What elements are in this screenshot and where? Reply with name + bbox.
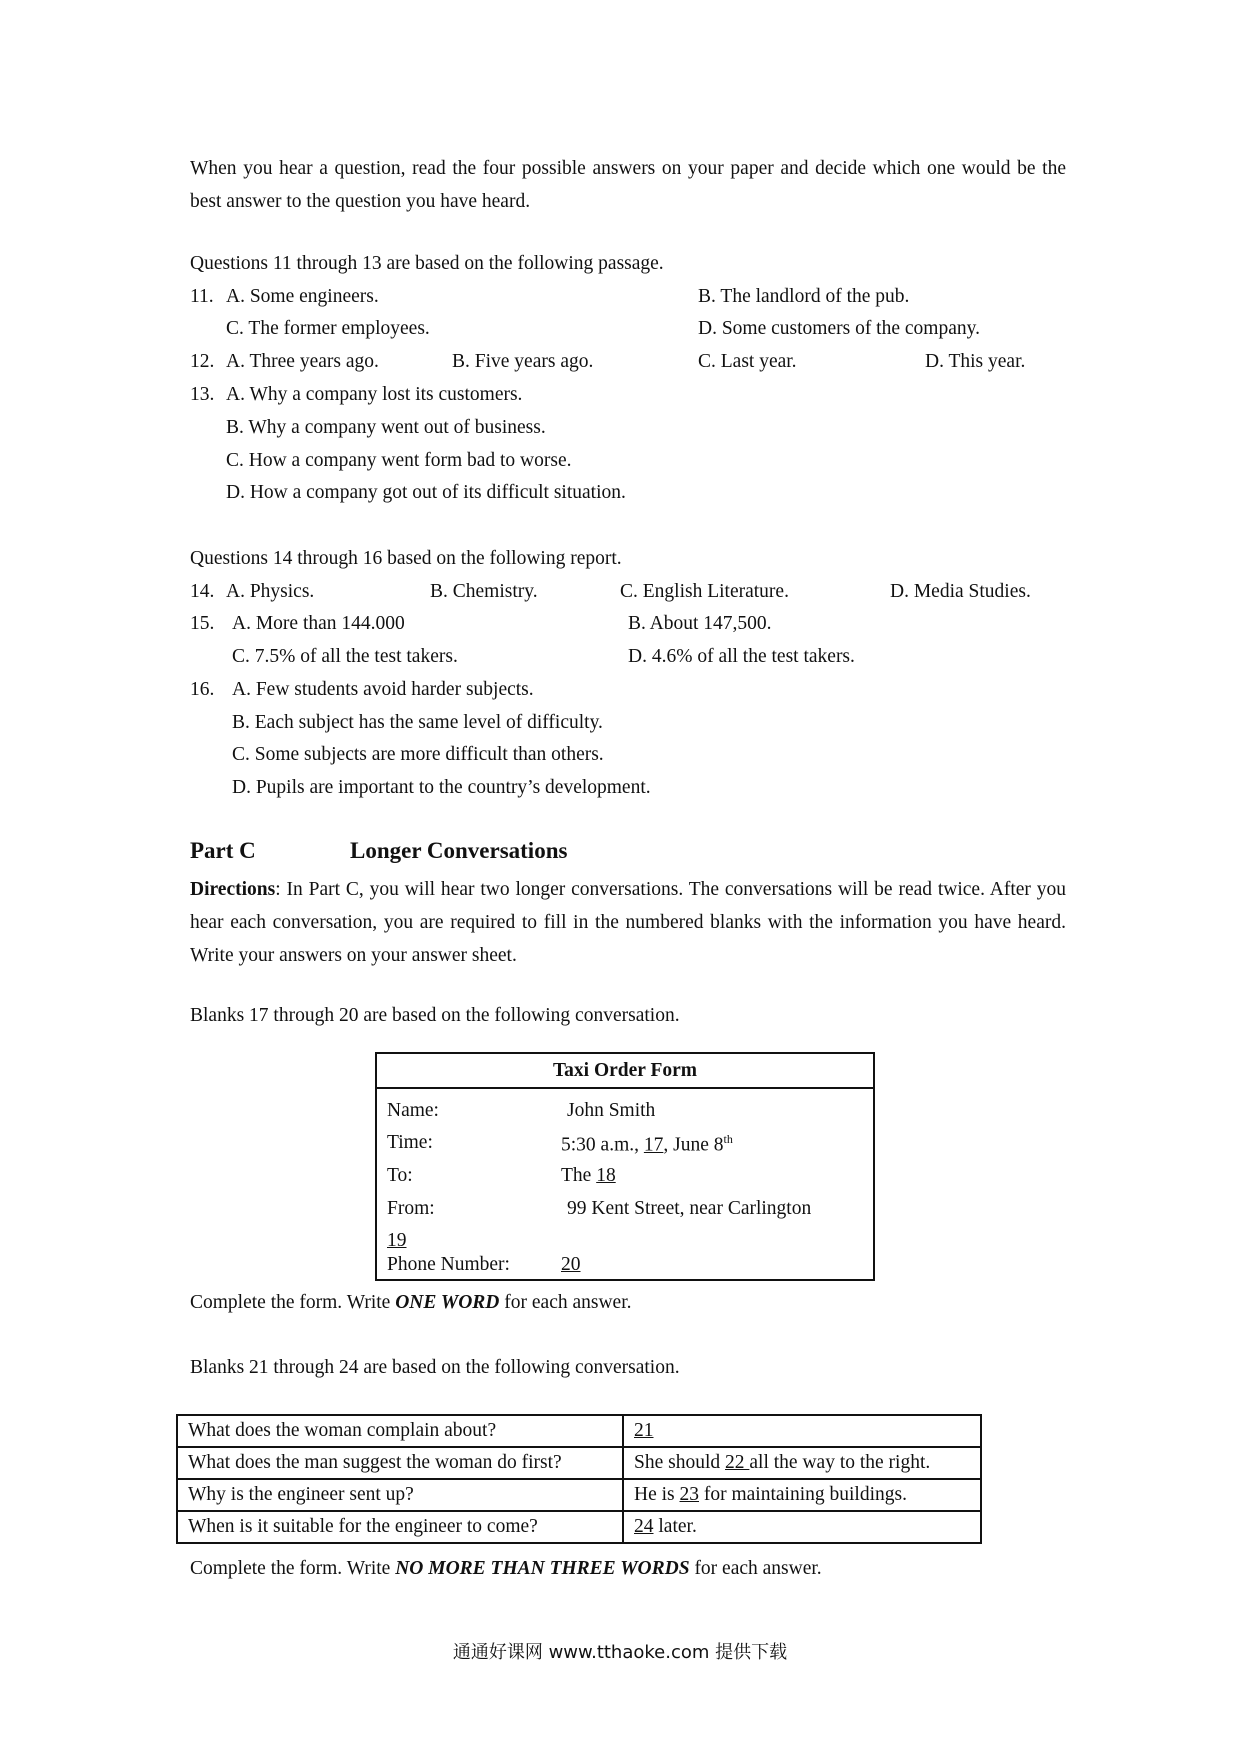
note1-emphasis: ONE WORD <box>395 1292 500 1313</box>
directions-text: : In Part C, you will hear two longer conversations. The conversations will be read twice. After you hear each conversation, you are required to fill in the numbered blanks with the information you have heard. Write your answers on your answer sheet. <box>190 879 1066 966</box>
question-cell: What does the man suggest the woman do first? <box>177 1447 623 1479</box>
q12-option-a: A. Three years ago. <box>226 351 379 372</box>
note2-post: for each answer. <box>689 1558 822 1579</box>
section-heading-14-16: Questions 14 through 16 based on the following report. <box>190 548 622 569</box>
taxi-name-label: Name: <box>387 1100 439 1121</box>
q16-number: 16. <box>190 679 215 700</box>
part-c-title: Longer Conversations <box>350 838 568 863</box>
q11-option-c: C. The former employees. <box>226 318 430 339</box>
q12-option-c: C. Last year. <box>698 351 797 372</box>
taxi-time-label: Time: <box>387 1132 433 1153</box>
table-row <box>177 1511 981 1543</box>
question-cell: Why is the engineer sent up? <box>177 1479 623 1511</box>
q16-option-b: B. Each subject has the same level of difficulty. <box>232 712 603 733</box>
answer-post: all the way to the right. <box>749 1452 931 1473</box>
taxi-phone-label: Phone Number: <box>387 1254 510 1275</box>
table-row <box>177 1479 981 1511</box>
blank-18: 18 <box>596 1165 616 1186</box>
note2-emphasis: NO MORE THAN THREE WORDS <box>395 1558 690 1579</box>
form-note-1 <box>190 1292 632 1314</box>
answer-post: later. <box>653 1516 697 1537</box>
taxi-to-label: To: <box>387 1165 413 1186</box>
note1-post: for each answer. <box>499 1292 632 1313</box>
q11-option-a: A. Some engineers. <box>226 286 379 307</box>
q13-option-c: C. How a company went form bad to worse. <box>226 450 572 471</box>
taxi-time-post: , June 8 <box>663 1134 724 1156</box>
blank-22: 22 <box>725 1452 750 1473</box>
part-c-label: Part C <box>190 838 256 863</box>
note2-pre: Complete the form. Write <box>190 1558 396 1579</box>
blank-24: 24 <box>634 1516 654 1537</box>
q14-option-d: D. Media Studies. <box>890 581 1031 602</box>
answer-cell <box>623 1511 981 1543</box>
answer-cell <box>623 1415 981 1447</box>
q13-option-d: D. How a company got out of its difficult situation. <box>226 482 626 503</box>
taxi-to-value <box>561 1165 616 1187</box>
part-c-directions <box>190 873 1066 972</box>
blank-19: 19 <box>387 1230 407 1251</box>
note1-pre: Complete the form. Write <box>190 1292 396 1313</box>
question-cell: What does the woman complain about? <box>177 1415 623 1447</box>
q11-option-d: D. Some customers of the company. <box>698 318 980 339</box>
q12-option-d: D. This year. <box>925 351 1026 372</box>
answer-pre: He is <box>634 1484 680 1505</box>
form-note-2 <box>190 1558 822 1580</box>
page-footer: 通通好课网 www.tthaoke.com 提供下载 <box>452 1642 788 1663</box>
taxi-name-value: John Smith <box>567 1100 656 1121</box>
q13-number: 13. <box>190 384 215 405</box>
answer-cell <box>623 1479 981 1511</box>
part-c-heading <box>190 838 568 864</box>
answer-pre: She should <box>634 1452 726 1473</box>
taxi-to-pre: The <box>561 1165 597 1186</box>
q11-option-b: B. The landlord of the pub. <box>698 286 910 307</box>
q15-option-c: C. 7.5% of all the test takers. <box>232 646 458 667</box>
table-row <box>177 1447 981 1479</box>
blank-20: 20 <box>561 1254 581 1275</box>
q16-option-c: C. Some subjects are more difficult than others. <box>232 744 604 765</box>
q16-option-d: D. Pupils are important to the country’s development. <box>232 777 651 798</box>
section-heading-11-13: Questions 11 through 13 are based on the following passage. <box>190 253 664 274</box>
blank-23: 23 <box>679 1484 699 1505</box>
taxi-time-pre: 5:30 a.m., <box>561 1134 644 1156</box>
q14-number: 14. <box>190 581 215 602</box>
q15-option-b: B. About 147,500. <box>628 613 772 634</box>
answer-post: for maintaining buildings. <box>699 1484 907 1505</box>
q14-option-c: C. English Literature. <box>620 581 789 602</box>
blank-17: 17 <box>643 1134 664 1156</box>
q15-number: 15. <box>190 613 215 634</box>
q14-option-b: B. Chemistry. <box>430 581 538 602</box>
qa-table <box>176 1414 982 1544</box>
blanks-21-24-heading: Blanks 21 through 24 are based on the following conversation. <box>190 1357 680 1378</box>
q16-option-a: A. Few students avoid harder subjects. <box>232 679 534 700</box>
blank-21: 21 <box>634 1420 654 1441</box>
taxi-order-form <box>375 1052 875 1281</box>
taxi-time-sup: th <box>723 1132 733 1146</box>
taxi-from-label: From: <box>387 1198 435 1219</box>
taxi-form-title: Taxi Order Form <box>377 1054 873 1089</box>
answer-cell <box>623 1447 981 1479</box>
table-row <box>177 1415 981 1447</box>
q13-option-a: A. Why a company lost its customers. <box>226 384 523 405</box>
q11-number: 11. <box>190 286 214 307</box>
taxi-time-value <box>561 1132 733 1157</box>
q13-option-b: B. Why a company went out of business. <box>226 417 546 438</box>
intro-paragraph: When you hear a question, read the four possible answers on your paper and decide which one would be the best answer to the question you have heard. <box>190 158 1066 212</box>
q12-number: 12. <box>190 351 215 372</box>
question-cell: When is it suitable for the engineer to come? <box>177 1511 623 1543</box>
q14-option-a: A. Physics. <box>226 581 315 602</box>
q15-option-a: A. More than 144.000 <box>232 613 405 634</box>
blanks-17-20-heading: Blanks 17 through 20 are based on the following conversation. <box>190 1005 680 1026</box>
taxi-from-value: 99 Kent Street, near Carlington <box>567 1198 812 1219</box>
q15-option-d: D. 4.6% of all the test takers. <box>628 646 855 667</box>
directions-label: Directions <box>190 879 276 900</box>
q12-option-b: B. Five years ago. <box>452 351 594 372</box>
